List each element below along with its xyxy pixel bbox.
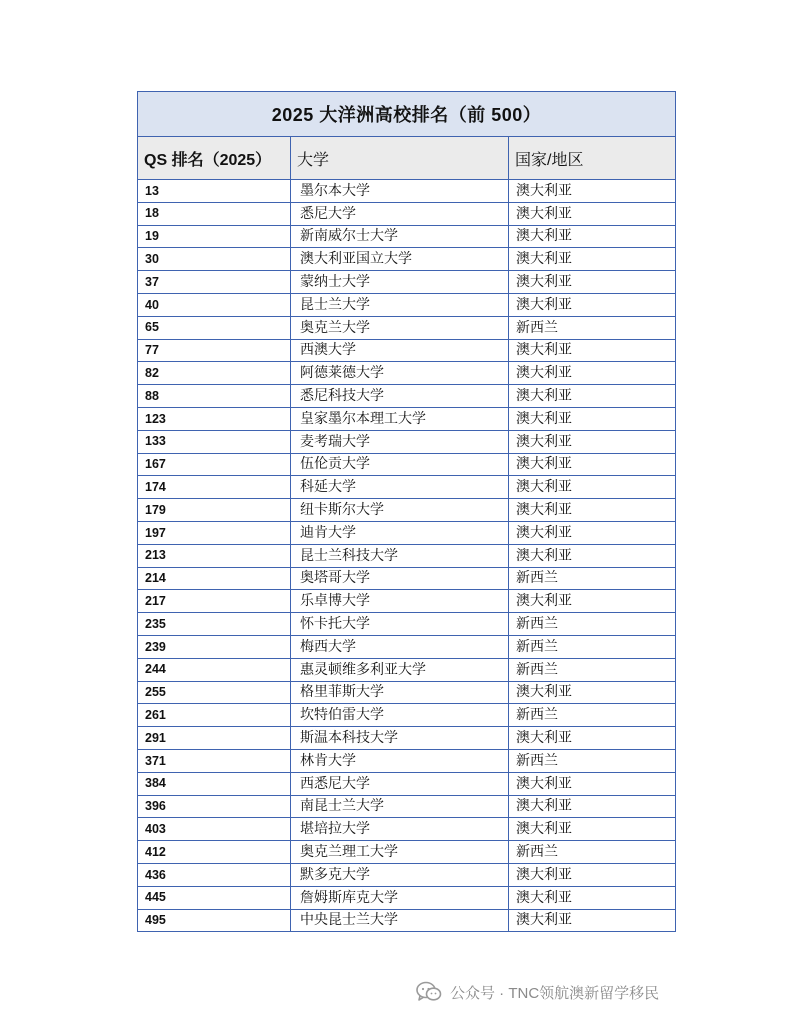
cell-country: 澳大利亚 [509, 476, 676, 499]
table-row [138, 202, 676, 225]
cell-country: 新西兰 [509, 841, 676, 864]
cell-country: 澳大利亚 [509, 727, 676, 750]
cell-country: 澳大利亚 [509, 909, 676, 932]
cell-country: 澳大利亚 [509, 499, 676, 522]
cell-rank: 217 [138, 590, 291, 613]
table-row [138, 590, 676, 613]
table-row [138, 293, 676, 316]
cell-rank: 88 [138, 385, 291, 408]
cell-country: 新西兰 [509, 704, 676, 727]
cell-university: 南昆士兰大学 [291, 795, 509, 818]
cell-rank: 174 [138, 476, 291, 499]
header-country: 国家/地区 [509, 137, 676, 180]
table-row [138, 567, 676, 590]
cell-university: 奥克兰大学 [291, 316, 509, 339]
table-row [138, 407, 676, 430]
table-row [138, 362, 676, 385]
cell-rank: 18 [138, 202, 291, 225]
cell-country: 澳大利亚 [509, 362, 676, 385]
cell-university: 西悉尼大学 [291, 772, 509, 795]
cell-country: 新西兰 [509, 567, 676, 590]
table-row [138, 271, 676, 294]
cell-country: 澳大利亚 [509, 544, 676, 567]
cell-country: 澳大利亚 [509, 202, 676, 225]
table-row [138, 727, 676, 750]
cell-rank: 213 [138, 544, 291, 567]
table-row [138, 681, 676, 704]
cell-country: 澳大利亚 [509, 772, 676, 795]
table-row [138, 635, 676, 658]
cell-university: 麦考瑞大学 [291, 430, 509, 453]
cell-university: 梅西大学 [291, 635, 509, 658]
table-row [138, 886, 676, 909]
cell-country: 新西兰 [509, 635, 676, 658]
table-row [138, 772, 676, 795]
cell-university: 悉尼大学 [291, 202, 509, 225]
cell-rank: 214 [138, 567, 291, 590]
cell-university: 默多克大学 [291, 863, 509, 886]
cell-country: 澳大利亚 [509, 180, 676, 203]
cell-rank: 197 [138, 521, 291, 544]
ranking-table [137, 91, 676, 932]
cell-country: 澳大利亚 [509, 407, 676, 430]
cell-rank: 179 [138, 499, 291, 522]
cell-university: 坎特伯雷大学 [291, 704, 509, 727]
cell-country: 澳大利亚 [509, 590, 676, 613]
cell-university: 乐卓博大学 [291, 590, 509, 613]
cell-university: 墨尔本大学 [291, 180, 509, 203]
header-university: 大学 [291, 137, 509, 180]
cell-university: 阿德莱德大学 [291, 362, 509, 385]
cell-rank: 371 [138, 749, 291, 772]
cell-rank: 65 [138, 316, 291, 339]
cell-rank: 40 [138, 293, 291, 316]
table-row [138, 385, 676, 408]
cell-rank: 37 [138, 271, 291, 294]
cell-university: 伍伦贡大学 [291, 453, 509, 476]
cell-university: 斯温本科技大学 [291, 727, 509, 750]
table-row [138, 225, 676, 248]
cell-university: 惠灵顿维多利亚大学 [291, 658, 509, 681]
table-row [138, 430, 676, 453]
cell-country: 澳大利亚 [509, 681, 676, 704]
table-row [138, 841, 676, 864]
cell-university: 悉尼科技大学 [291, 385, 509, 408]
cell-country: 澳大利亚 [509, 248, 676, 271]
cell-country: 新西兰 [509, 316, 676, 339]
cell-university: 纽卡斯尔大学 [291, 499, 509, 522]
table-row [138, 704, 676, 727]
cell-rank: 403 [138, 818, 291, 841]
table-row [138, 521, 676, 544]
table-row [138, 795, 676, 818]
cell-country: 澳大利亚 [509, 430, 676, 453]
footer-text: 公众号 · TNC领航澳新留学移民 [450, 984, 660, 1002]
table-row [138, 316, 676, 339]
table-row [138, 180, 676, 203]
cell-rank: 396 [138, 795, 291, 818]
cell-rank: 123 [138, 407, 291, 430]
cell-rank: 412 [138, 841, 291, 864]
wechat-icon [416, 981, 442, 1003]
cell-rank: 291 [138, 727, 291, 750]
cell-country: 新西兰 [509, 658, 676, 681]
cell-university: 迪肯大学 [291, 521, 509, 544]
cell-country: 澳大利亚 [509, 225, 676, 248]
cell-rank: 13 [138, 180, 291, 203]
cell-country: 澳大利亚 [509, 795, 676, 818]
cell-university: 澳大利亚国立大学 [291, 248, 509, 271]
cell-university: 奥塔哥大学 [291, 567, 509, 590]
cell-university: 蒙纳士大学 [291, 271, 509, 294]
table-row [138, 248, 676, 271]
footer-watermark [416, 980, 659, 1004]
cell-rank: 384 [138, 772, 291, 795]
cell-rank: 445 [138, 886, 291, 909]
cell-rank: 235 [138, 613, 291, 636]
cell-university: 西澳大学 [291, 339, 509, 362]
cell-country: 澳大利亚 [509, 818, 676, 841]
cell-university: 奥克兰理工大学 [291, 841, 509, 864]
cell-rank: 82 [138, 362, 291, 385]
cell-country: 澳大利亚 [509, 271, 676, 294]
cell-rank: 239 [138, 635, 291, 658]
table-row [138, 658, 676, 681]
cell-rank: 261 [138, 704, 291, 727]
cell-rank: 19 [138, 225, 291, 248]
cell-country: 澳大利亚 [509, 521, 676, 544]
table-row [138, 499, 676, 522]
cell-rank: 495 [138, 909, 291, 932]
table-title: 2025 大洋洲高校排名（前 500） [138, 92, 676, 137]
cell-country: 新西兰 [509, 613, 676, 636]
cell-country: 澳大利亚 [509, 863, 676, 886]
table-row [138, 339, 676, 362]
cell-country: 澳大利亚 [509, 886, 676, 909]
cell-rank: 133 [138, 430, 291, 453]
cell-university: 科延大学 [291, 476, 509, 499]
cell-country: 澳大利亚 [509, 293, 676, 316]
table-row [138, 476, 676, 499]
cell-rank: 77 [138, 339, 291, 362]
table-body [138, 180, 676, 932]
header-rank: QS 排名（2025） [138, 137, 291, 180]
cell-country: 新西兰 [509, 749, 676, 772]
cell-university: 昆士兰科技大学 [291, 544, 509, 567]
table-row [138, 818, 676, 841]
cell-rank: 255 [138, 681, 291, 704]
cell-university: 中央昆士兰大学 [291, 909, 509, 932]
table-header-row [138, 137, 676, 180]
table-row [138, 613, 676, 636]
cell-university: 新南威尔士大学 [291, 225, 509, 248]
cell-rank: 167 [138, 453, 291, 476]
cell-country: 澳大利亚 [509, 385, 676, 408]
table-row [138, 544, 676, 567]
cell-university: 格里菲斯大学 [291, 681, 509, 704]
cell-rank: 436 [138, 863, 291, 886]
cell-rank: 30 [138, 248, 291, 271]
cell-rank: 244 [138, 658, 291, 681]
cell-university: 堪培拉大学 [291, 818, 509, 841]
cell-university: 詹姆斯库克大学 [291, 886, 509, 909]
cell-country: 澳大利亚 [509, 339, 676, 362]
table-row [138, 863, 676, 886]
cell-country: 澳大利亚 [509, 453, 676, 476]
table-row [138, 453, 676, 476]
cell-university: 昆士兰大学 [291, 293, 509, 316]
table-row [138, 749, 676, 772]
table-row [138, 909, 676, 932]
cell-university: 怀卡托大学 [291, 613, 509, 636]
cell-university: 皇家墨尔本理工大学 [291, 407, 509, 430]
cell-university: 林肯大学 [291, 749, 509, 772]
